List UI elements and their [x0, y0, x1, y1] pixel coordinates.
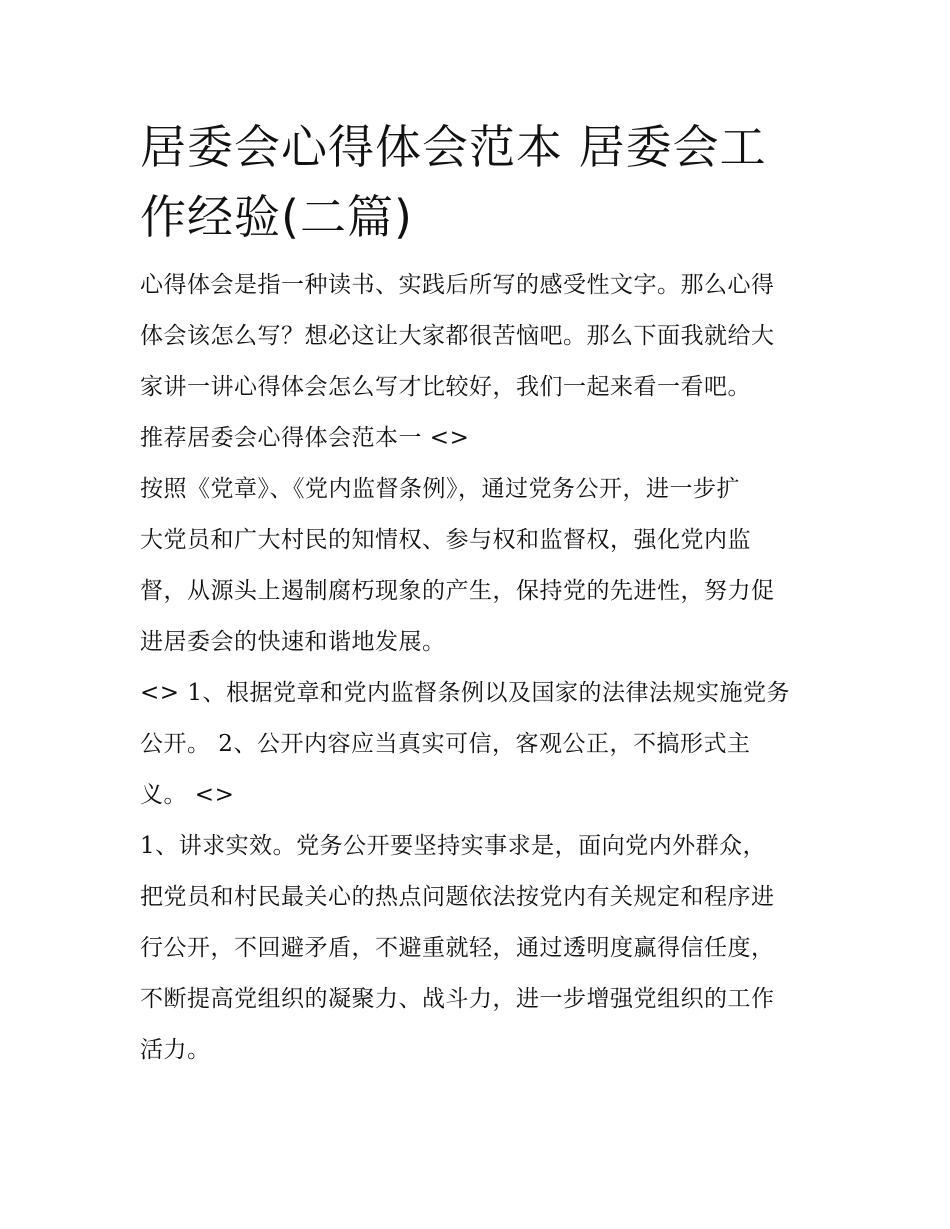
- text-line: 把党员和村民最关心的热点问题依法按党内有关规定和程序进: [140, 884, 775, 910]
- text-line: 公开。 2、公开内容应当真实可信，客观公正，不搞形式主: [140, 731, 751, 757]
- body-paragraph: [140, 821, 812, 1076]
- text-line: 按照《党章》、《党内监督条例》，通过党务公开，进一步扩: [140, 476, 740, 502]
- text-line: 推荐居委会心得体会范本一 <>: [140, 425, 470, 451]
- title-line: 作经验(二篇): [140, 190, 413, 244]
- text-line: 义。 <>: [140, 782, 235, 808]
- text-line: <> 1、根据党章和党内监督条例以及国家的法律法规实施党务: [140, 680, 790, 706]
- body-paragraph: [140, 464, 812, 668]
- document-body: [140, 112, 812, 1076]
- text-line: 行公开，不回避矛盾，不避重就轻，通过透明度赢得信任度，: [140, 935, 775, 961]
- text-line: 家讲一讲心得体会怎么写才比较好，我们一起来看一看吧。: [140, 374, 751, 400]
- text-line: 不断提高党组织的凝聚力、战斗力，进一步增强党组织的工作: [140, 986, 775, 1012]
- title-line: 居委会心得体会范本 居委会工: [140, 120, 767, 174]
- text-line: 大党员和广大村民的知情权、参与权和监督权，强化党内监: [140, 527, 751, 553]
- document-title: [140, 112, 812, 252]
- body-paragraph: [140, 668, 812, 821]
- text-line: 心得体会是指一种读书、实践后所写的感受性文字。那么心得: [140, 272, 775, 298]
- text-line: 督，从源头上遏制腐朽现象的产生，保持党的先进性，努力促: [140, 578, 775, 604]
- text-line: 体会该怎么写？想必这让大家都很苦恼吧。那么下面我就给大: [140, 323, 775, 349]
- text-line: 1、讲求实效。党务公开要坚持实事求是，面向党内外群众，: [140, 833, 767, 859]
- text-line: 进居委会的快速和谐地发展。: [140, 629, 446, 655]
- intro-paragraph: [140, 260, 812, 413]
- text-line: 活力。: [140, 1037, 211, 1063]
- section-heading: [140, 413, 812, 464]
